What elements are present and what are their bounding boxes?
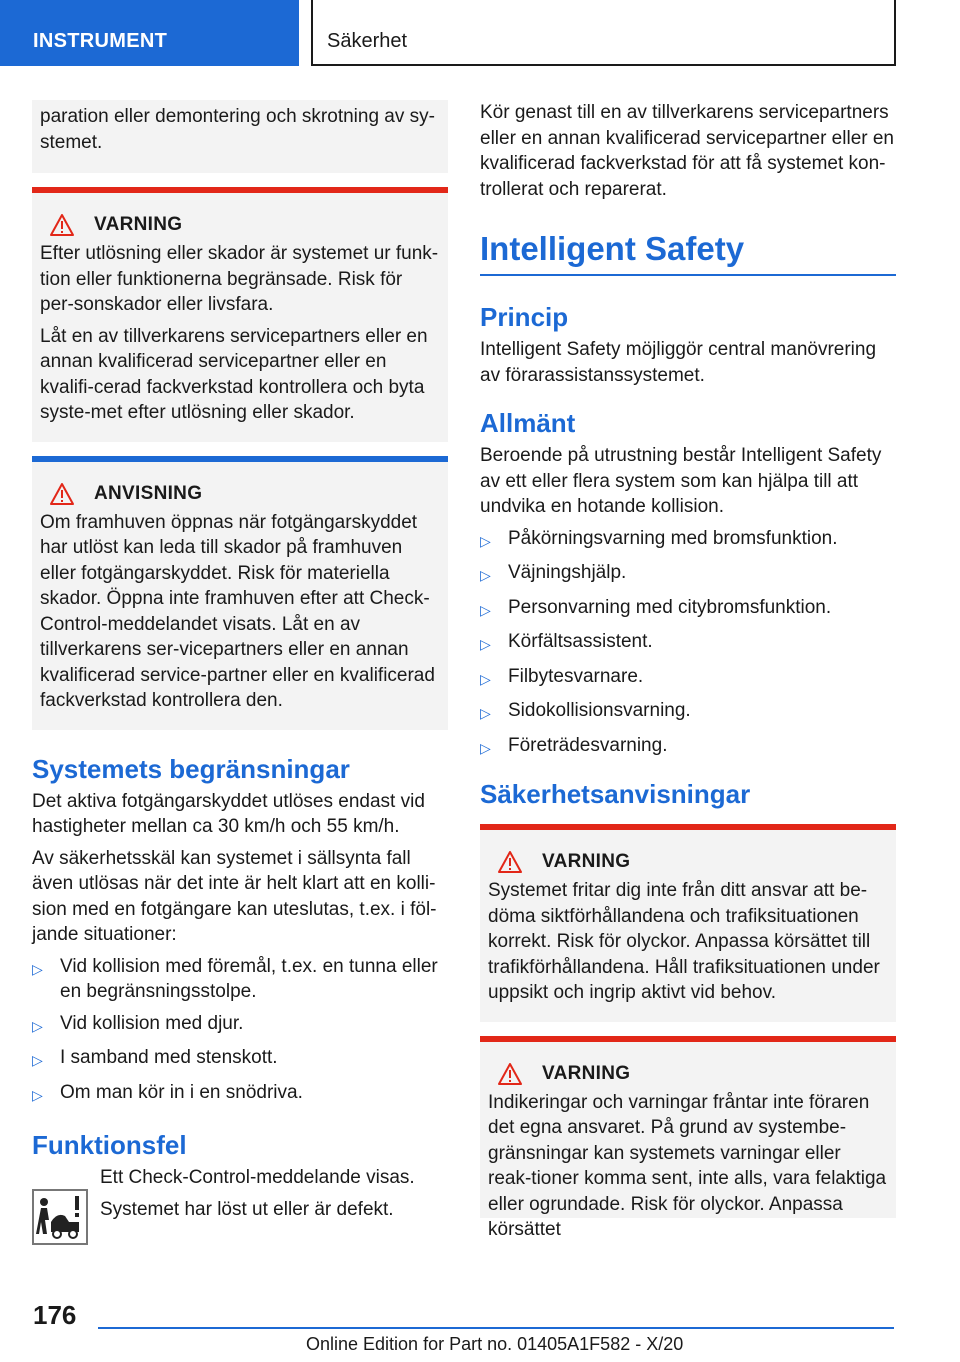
limits-heading: Systemets begränsningar [32,753,350,784]
warning-text: Låt en av tillverkarens servicepartners eller en annan kvalificerad servicepartner eller en kvalifi-cerad fackverkstad kontrollera och byta syste-met efter utlösning eller skador. [40,325,428,423]
limits-text: Av säkerhetsskäl kan systemet i sällsynta fall även utlösas när det inte är helt klart att en kolli-sion med en fotgängare kan uteslutas, t.ex. i föl-jande situationer: [32,847,437,945]
limits-list [32,954,448,1109]
warning-triangle-icon [50,483,74,505]
safety-heading: Säkerhetsanvisningar [480,779,751,809]
triangle-bullet-icon: ▷ [32,1086,43,1103]
list-item: ▷ Påkörningsvarning med bromsfunktion. [480,526,896,555]
left-column [32,100,448,1245]
list-item: ▷ Företrädesvarning. [480,733,896,762]
fault-text: Ett Check-Control-meddelande visas. [100,1167,415,1188]
fault-section [32,1165,448,1245]
notice-label: ANVISNING [94,482,203,504]
continued-text: paration eller demontering och skrotning av sy-stemet. [40,106,435,153]
list-item: ▷ Vid kollision med föremål, t.ex. en tunna eller en begränsningsstolpe. [32,954,448,1005]
warning-box [480,1036,896,1240]
general-text: Beroende på utrustning består Intelligent Safety av ett eller flera system som kan hjälpa till att undvika en hotande kollision. [480,445,882,517]
continued-text: Kör genast till en av tillverkarens servicepartners eller en annan kvalificerad servicepartner eller en kvalificerad fackverkstad för att få systemet kon-trollerat och reparerat. [480,102,895,200]
warning-label: VARNING [94,214,183,235]
fault-text: Systemet har löst ut eller är defekt. [100,1198,394,1220]
list-item: ▷ Filbytesvarnare. [480,664,896,693]
notice-text: Om framhuven öppnas när fotgängarskyddet har utlöst kan leda till skador på framhuven eller fotgängarskyddet. Risk för materiella skador. Öppna inte framhuven efter att Check-Control-meddelandet visats. Låt en av tillverkarens ser-vicepartners eller en annan kvalificerad service-partner eller en kvalificerad fackverkstad kontrollera den. [40,511,435,711]
page-header [0,0,960,66]
triangle-bullet-icon: ▷ [480,705,491,721]
warning-box [480,824,896,1022]
limits-text: Det aktiva fotgängarskyddet utlöses endast vid hastigheter mellan ca 30 km/h och 55 km/h. [32,790,425,837]
list-item: ▷ I samband med stenskott. [32,1045,448,1074]
principle-heading: Princip [480,302,569,332]
triangle-bullet-icon: ▷ [480,739,491,756]
pedestrian-warning-icon-graphic [35,1194,85,1240]
list-item: ▷ Vid kollision med djur. [32,1011,448,1040]
triangle-bullet-icon: ▷ [480,636,491,652]
warning-box [32,187,448,442]
triangle-bullet-icon: ▷ [32,960,43,977]
warning-title [488,850,888,874]
warning-triangle-icon [498,851,522,873]
warning-text: Systemet fritar dig inte från ditt ansvar att be-döma siktförhållandena och trafiksituationen korrekt. Risk för olyckor. Anpassa körsättet till trafikförhållandena. Håll trafiksituationen under uppsikt och ingrip aktivt vid behov. [488,880,880,1003]
triangle-bullet-icon: ▷ [480,567,491,583]
section-tab: INSTRUMENT [0,0,299,66]
list-item: ▷ Sidokollisionsvarning. [480,698,896,727]
warning-label: VARNING [542,851,631,872]
page-number: 176 [33,1300,77,1330]
notice-title [40,482,440,506]
triangle-bullet-icon: ▷ [480,670,491,687]
warning-text: Indikeringar och varningar fråntar inte föraren det egna ansvaret. På grund av systembe-gränsningar kan systemets varningar eller reak-tioner komma sent, inte alls, vara felaktiga eller ogrundade. Risk för olyckor. Anpassa körsättet [488,1091,887,1240]
notice-box [32,456,448,730]
triangle-bullet-icon: ▷ [480,532,491,549]
warning-triangle-icon [50,214,74,236]
triangle-bullet-icon: ▷ [480,601,491,618]
list-item: ▷ Om man kör in i en snödriva. [32,1080,448,1109]
triangle-bullet-icon: ▷ [32,1052,43,1068]
principle-text: Intelligent Safety möjliggör central manövrering av förarassistanssystemet. [480,339,877,386]
triangle-bullet-icon: ▷ [32,1017,43,1034]
warning-triangle-icon [498,1063,522,1085]
continued-box [32,100,448,173]
warning-text: Efter utlösning eller skador är systemet ur funk-tion eller funktionerna begränsade. Risk för per-sonskador eller livsfara. [40,243,439,315]
fault-heading: Funktionsfel [32,1130,187,1160]
edition-text: Online Edition for Part no. 01405A1F582 - X/20 [306,1334,684,1354]
footer-divider [98,1327,894,1329]
general-heading: Allmänt [480,408,576,438]
right-column [480,100,896,1240]
system-list [480,526,896,762]
list-item: ▷ Väjningshjälp. [480,560,896,589]
pedestrian-warning-icon [32,1189,88,1245]
list-item: ▷ Körfältsassistent. [480,629,896,658]
page-title: Intelligent Safety [480,230,896,276]
warning-title [40,213,440,237]
chapter-title: Säkerhet [311,0,896,66]
warning-label: VARNING [542,1062,631,1084]
warning-title [488,1062,888,1086]
list-item: ▷ Personvarning med citybromsfunktion. [480,595,896,624]
